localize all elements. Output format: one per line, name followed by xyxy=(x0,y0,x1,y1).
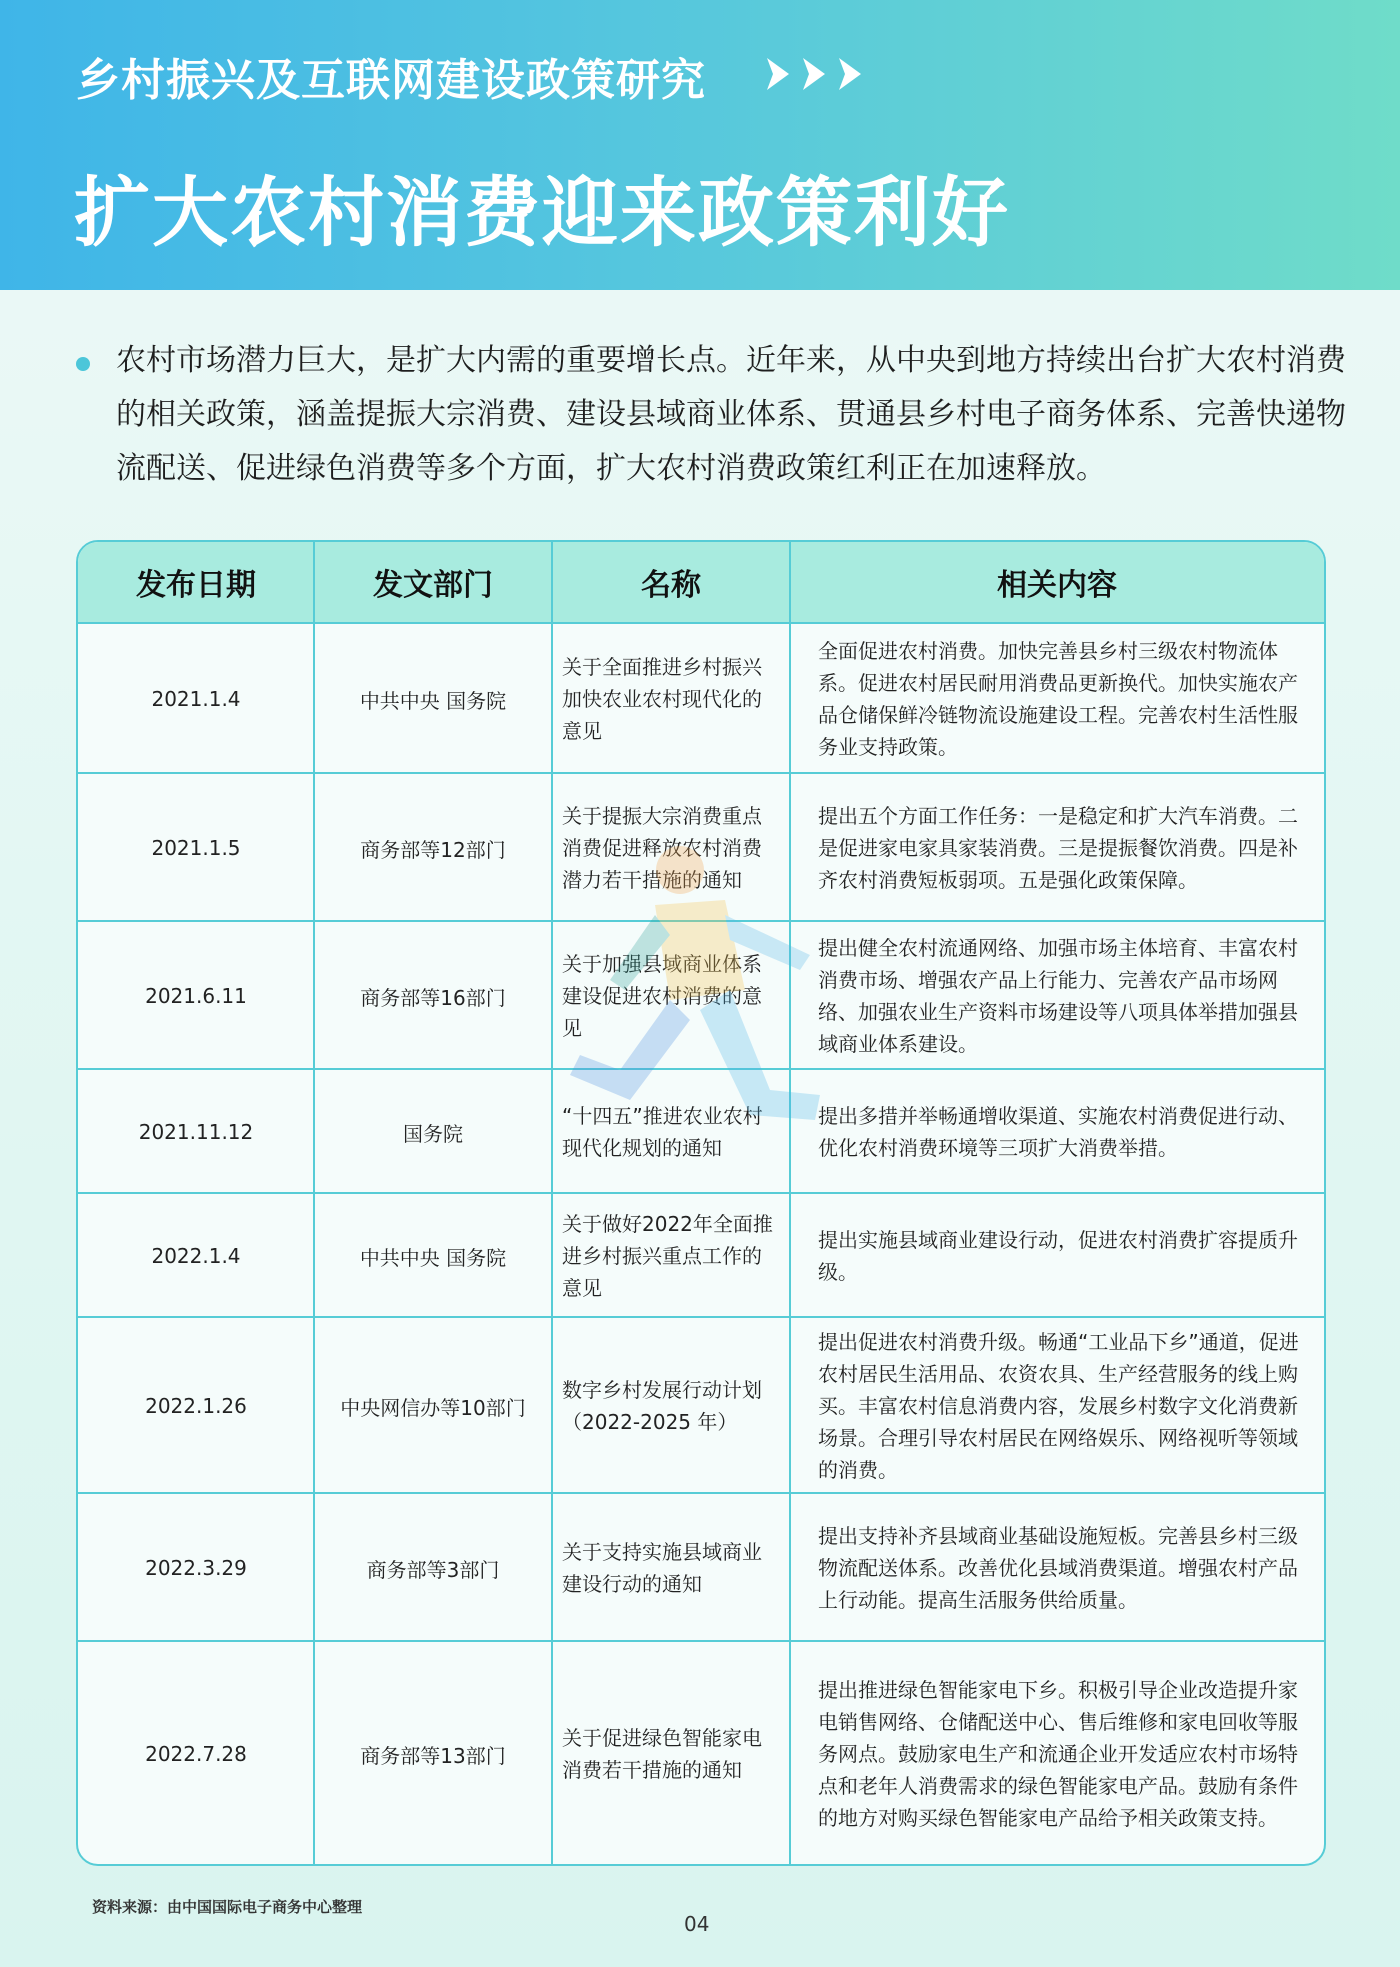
table-row xyxy=(78,1492,1324,1642)
cell-date: 2022.1.4 xyxy=(151,1244,241,1268)
cell-date: 2021.1.5 xyxy=(151,836,241,860)
cell-date: 2021.11.12 xyxy=(138,1120,254,1144)
cell-date: 2022.1.26 xyxy=(145,1394,247,1418)
cell-name: 关于做好2022年全面推进乡村振兴重点工作的意见 xyxy=(562,1212,773,1300)
column-divider xyxy=(789,542,791,1864)
cell-dept: 商务部等13部门 xyxy=(360,1743,506,1768)
intro-paragraph xyxy=(76,334,1346,496)
cell-name: “十四五”推进农业农村现代化规划的通知 xyxy=(562,1104,763,1160)
source-note: 资料来源：由中国国际电子商务中心整理 xyxy=(92,1898,363,1916)
cell-name: 关于支持实施县域商业建设行动的通知 xyxy=(562,1540,762,1596)
table-row xyxy=(78,1192,1324,1318)
cell-content: 提出健全农村流通网络、加强市场主体培育、丰富农村消费市场、增强农产品上行能力、完善农产品市场网络、加强农业生产资料市场建设等八项具体举措加强县域商业体系建设。 xyxy=(818,936,1298,1056)
cell-dept: 商务部等12部门 xyxy=(360,837,506,862)
column-divider xyxy=(313,542,315,1864)
cell-dept: 中共中央 国务院 xyxy=(359,688,507,713)
cell-dept: 中央网信办等10部门 xyxy=(340,1395,526,1420)
header-name: 名称 xyxy=(641,568,701,603)
cell-content: 提出多措并举畅通增收渠道、实施农村消费促进行动、优化农村消费环境等三项扩大消费举措。 xyxy=(818,1104,1298,1160)
cell-content: 提出实施县域商业建设行动，促进农村消费扩容提质升级。 xyxy=(818,1228,1298,1284)
cell-date: 2022.7.28 xyxy=(145,1742,247,1766)
runner-watermark-icon xyxy=(560,840,850,1140)
cell-name: 数字乡村发展行动计划（2022-2025 年） xyxy=(562,1378,762,1434)
cell-name: 关于加强县域商业体系建设促进农村消费的意见 xyxy=(562,952,762,1040)
header-content: 相关内容 xyxy=(997,568,1117,603)
page-header xyxy=(0,0,1400,290)
table-row xyxy=(78,1316,1324,1494)
page-number: 04 xyxy=(684,1912,710,1936)
page-title: 扩大农村消费迎来政策利好 xyxy=(74,168,1010,257)
cell-content: 提出五个方面工作任务：一是稳定和扩大汽车消费。二是促进家电家具家装消费。三是提振餐饮消费。四是补齐农村消费短板弱项。五是强化政策保障。 xyxy=(818,804,1298,892)
column-divider xyxy=(551,542,553,1864)
cell-content: 提出推进绿色智能家电下乡。积极引导企业改造提升家电销售网络、仓储配送中心、售后维修和家电回收等服务网点。鼓励家电生产和流通企业开发适应农村市场特点和老年人消费需求的绿色智能家电产品。鼓励有条件的地方对购买绿色智能家电产品给予相关政策支持。 xyxy=(818,1678,1298,1830)
cell-dept: 中共中央 国务院 xyxy=(359,1245,507,1270)
cell-content: 提出支持补齐县域商业基础设施短板。完善县乡村三级物流配送体系。改善优化县域消费渠道。增强农村产品上行动能。提高生活服务供给质量。 xyxy=(818,1524,1298,1612)
table-header xyxy=(78,542,1324,622)
cell-date: 2021.6.11 xyxy=(145,984,247,1008)
triple-arrow-icon xyxy=(763,54,871,94)
cell-name: 关于促进绿色智能家电消费若干措施的通知 xyxy=(562,1726,762,1782)
cell-name: 关于全面推进乡村振兴加快农业农村现代化的意见 xyxy=(562,655,762,743)
header-dept: 发文部门 xyxy=(373,568,493,603)
intro-text: 农村市场潜力巨大，是扩大内需的重要增长点。近年来，从中央到地方持续出台扩大农村消费的相关政策，涵盖提振大宗消费、建设县域商业体系、贯通县乡村电子商务体系、完善快递物流配送、促进绿色消费等多个方面，扩大农村消费政策红利正在加速释放。 xyxy=(116,343,1346,486)
cell-date: 2021.1.4 xyxy=(151,687,241,711)
policy-table xyxy=(76,540,1326,1866)
cell-name: 关于提振大宗消费重点消费促进释放农村消费潜力若干措施的通知 xyxy=(562,804,762,892)
cell-date: 2022.3.29 xyxy=(145,1556,247,1580)
table-row xyxy=(78,1640,1324,1866)
section-subtitle: 乡村振兴及互联网建设政策研究 xyxy=(76,55,706,106)
cell-dept: 商务部等3部门 xyxy=(366,1557,500,1582)
bullet-dot-icon xyxy=(76,357,90,371)
cell-dept: 国务院 xyxy=(403,1121,463,1146)
cell-content: 全面促进农村消费。加快完善县乡村三级农村物流体系。促进农村居民耐用消费品更新换代。加快实施农产品仓储保鲜冷链物流设施建设工程。完善农村生活性服务业支持政策。 xyxy=(818,639,1298,759)
table-row xyxy=(78,622,1324,774)
cell-content: 提出促进农村消费升级。畅通“工业品下乡”通道，促进农村居民生活用品、农资农具、生产经营服务的线上购买。丰富农村信息消费内容，发展乡村数字文化消费新场景。合理引导农村居民在网络娱乐、网络视听等领域的消费。 xyxy=(818,1330,1299,1482)
cell-dept: 商务部等16部门 xyxy=(360,985,506,1010)
header-date: 发布日期 xyxy=(136,568,256,603)
